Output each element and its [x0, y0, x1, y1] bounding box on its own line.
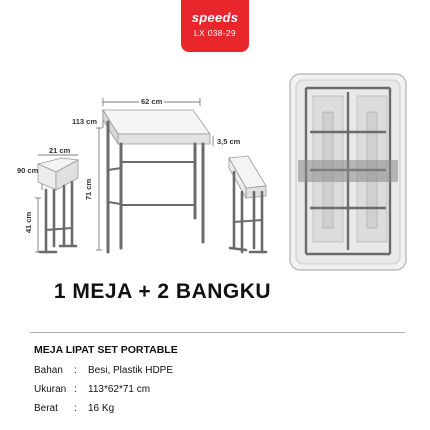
spec-key: Berat — [34, 403, 58, 414]
dim-bench-width: 21 cm — [49, 146, 71, 155]
dim-table-width: 62 cm — [141, 97, 163, 106]
table — [103, 110, 210, 252]
spec-row-size — [34, 384, 150, 395]
table-top-edge — [118, 134, 210, 144]
spec-value: 16 Kg — [88, 403, 115, 414]
brand-name: speeds — [191, 10, 239, 25]
dim-table-height: 71 cm — [84, 178, 94, 201]
bench-right — [229, 156, 266, 252]
headline: 1 MEJA + 2 BANGKU — [53, 280, 272, 303]
spec-sep: : — [74, 365, 77, 376]
dim-bench-height: 41 cm — [24, 211, 34, 234]
spec-key: Bahan — [34, 365, 63, 376]
spec-title: MEJA LIPAT SET PORTABLE — [34, 344, 178, 356]
product-code: LX 038-29 — [194, 28, 236, 38]
folded-table — [290, 74, 406, 270]
spec-row-weight — [34, 403, 114, 414]
spec-value: Besi, Plastik HDPE — [88, 365, 174, 376]
dim-table-thickness: 3,5 cm — [217, 137, 241, 146]
dim-bench-length: 90 cm — [17, 166, 39, 175]
bench-left — [38, 158, 78, 252]
spec-sep: : — [74, 384, 77, 395]
table-top — [103, 110, 210, 134]
divider — [30, 332, 405, 333]
spec-sep: : — [74, 403, 77, 414]
spec-key: Ukuran — [34, 384, 67, 395]
spec-value: 113*62*71 cm — [88, 384, 151, 395]
dim-table-length: 113 cm — [72, 117, 98, 126]
spec-row-material — [34, 365, 173, 376]
